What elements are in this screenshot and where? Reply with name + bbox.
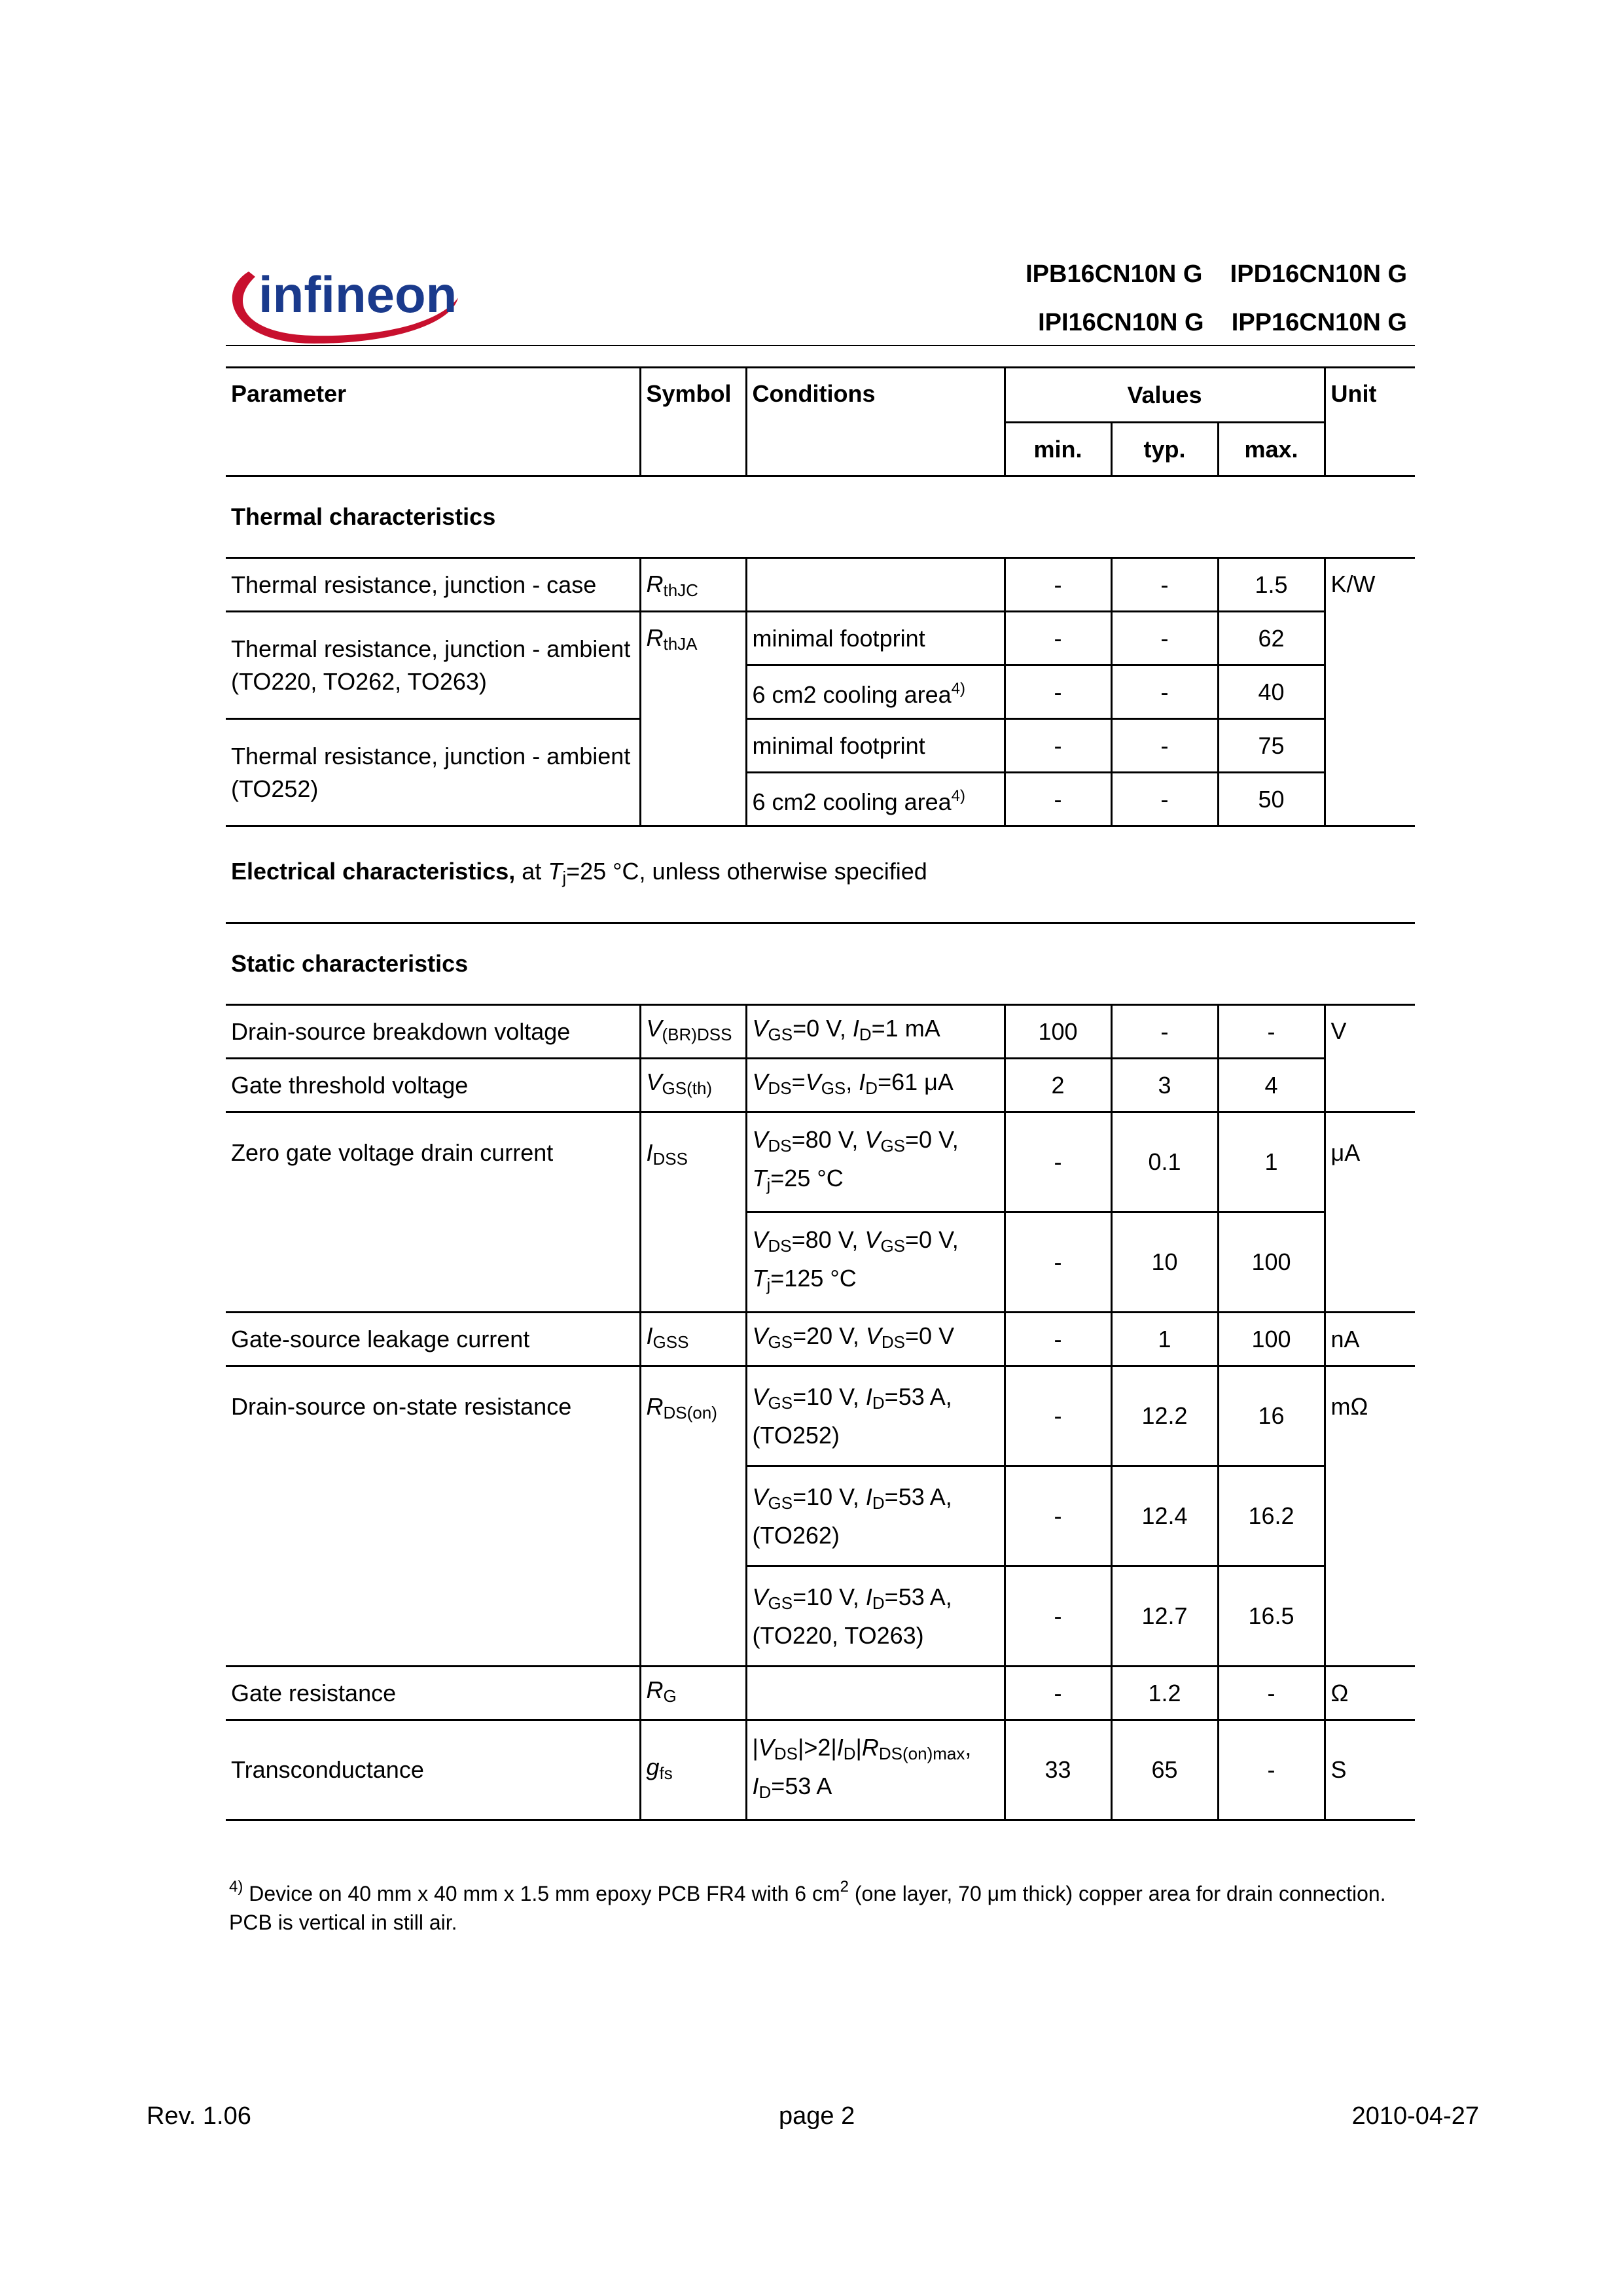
unit-cell: mΩ (1330, 1393, 1368, 1420)
min-cell: 33 (1005, 1720, 1111, 1820)
typ-cell: - (1111, 1005, 1218, 1059)
table-row (226, 1005, 1415, 1059)
header-min: min. (1005, 423, 1111, 476)
unit-cell: nA (1330, 1325, 1360, 1352)
part-numbers-line2 (1038, 309, 1407, 337)
param-cell: Gate resistance (226, 1667, 640, 1720)
param-cell: Drain-source on-state resistance (226, 1366, 640, 1667)
table-row (226, 1112, 1415, 1212)
table-row (226, 1059, 1415, 1112)
max-cell: 16 (1218, 1366, 1325, 1466)
min-cell: - (1005, 1212, 1111, 1313)
symbol-cell: $R_G$ (640, 1667, 746, 1720)
param-cell: Gate threshold voltage (226, 1059, 640, 1112)
section-title: Thermal characteristics (231, 503, 496, 530)
typ-cell: - (1111, 719, 1218, 773)
table-row (226, 1366, 1415, 1466)
part-numbers-line1 (1026, 260, 1407, 289)
footnote: $^{4)}$ Device on 40 mm x 40 mm x 1.5 mm epoxy PCB FR4 with 6 $cm^2$ (one layer, 70 μm thick) copper area for drain connection. PCB is vertical in still air. (229, 1878, 1386, 1934)
header-max: max. (1218, 423, 1325, 476)
section-electrical (226, 826, 1415, 923)
max-cell: 50 (1218, 773, 1325, 826)
min-cell: - (1005, 1566, 1111, 1667)
symbol-cell: $g_{fs}$ (640, 1720, 746, 1820)
cond-cell: $|V_{DS}|>2|I_D|R_{DS(on)max}$, $I_D=53$ A (746, 1720, 1005, 1820)
min-cell: - (1005, 719, 1111, 773)
param-cell: Thermal resistance, junction - case (226, 558, 640, 612)
header-conditions: Conditions (746, 368, 1005, 476)
table-row (226, 612, 1415, 665)
footer-revision: Rev. 1.06 (147, 2102, 251, 2130)
section-title: Electrical characteristics, at $T_j=25$ °C, unless otherwise specified (231, 858, 927, 887)
table-header-row (226, 368, 1415, 423)
header-unit: Unit (1330, 380, 1377, 407)
min-cell: - (1005, 1313, 1111, 1366)
cond-cell (746, 558, 1005, 612)
typ-cell: - (1111, 665, 1218, 719)
max-cell: 75 (1218, 719, 1325, 773)
param-cell: Drain-source breakdown voltage (226, 1005, 640, 1059)
max-cell: 100 (1218, 1212, 1325, 1313)
logo-text: infineon (259, 266, 457, 323)
param-cell: Transconductance (226, 1720, 640, 1820)
table-row (226, 1667, 1415, 1720)
max-cell: 16.5 (1218, 1566, 1325, 1667)
param-cell: Gate-source leakage current (226, 1313, 640, 1366)
min-cell: - (1005, 612, 1111, 665)
part-ipd: IPD16CN10N G (1230, 260, 1407, 288)
typ-cell: 10 (1111, 1212, 1218, 1313)
typ-cell: 3 (1111, 1059, 1218, 1112)
symbol-cell: $R_{thJC}$ (640, 558, 746, 612)
cond-cell: $V_{DS}=80$ V, $V_{GS}=0$ V, $T_j=25$ °C (746, 1112, 1005, 1212)
min-cell: - (1005, 1366, 1111, 1466)
section-thermal (226, 476, 1415, 558)
header-values: Values (1005, 368, 1325, 423)
max-cell: 16.2 (1218, 1466, 1325, 1566)
min-cell: - (1005, 1466, 1111, 1566)
max-cell: 1 (1218, 1112, 1325, 1212)
min-cell: - (1005, 773, 1111, 826)
param-cell: Thermal resistance, junction - ambient (TO252) (226, 719, 640, 826)
section-title: Static characteristics (231, 950, 469, 977)
typ-cell: 12.7 (1111, 1566, 1218, 1667)
cond-cell: $V_{GS}=20$ V, $V_{DS}=0$ V (746, 1313, 1005, 1366)
max-cell: 40 (1218, 665, 1325, 719)
typ-cell: - (1111, 773, 1218, 826)
unit-cell: Ω (1330, 1679, 1349, 1706)
unit-cell: S (1330, 1756, 1347, 1783)
max-cell: 62 (1218, 612, 1325, 665)
table-row (226, 1720, 1415, 1820)
header-parameter: Parameter (226, 368, 640, 476)
footer-date: 2010-04-27 (1351, 2102, 1479, 2130)
min-cell: - (1005, 1112, 1111, 1212)
max-cell: - (1218, 1005, 1325, 1059)
symbol-cell: $I_{GSS}$ (640, 1313, 746, 1366)
max-cell: 4 (1218, 1059, 1325, 1112)
cond-cell: $V_{GS}=0$ V, $I_D=1$ mA (746, 1005, 1005, 1059)
cond-cell: minimal footprint (746, 612, 1005, 665)
typ-cell: 65 (1111, 1720, 1218, 1820)
header-symbol: Symbol (640, 368, 746, 476)
section-static (226, 923, 1415, 1005)
cond-cell: $V_{GS}=10$ V, $I_D=53$ A, (TO220, TO263) (746, 1566, 1005, 1667)
typ-cell: - (1111, 558, 1218, 612)
cond-cell: minimal footprint (746, 719, 1005, 773)
unit-cell: K/W (1330, 571, 1376, 597)
characteristics-table (226, 366, 1415, 1821)
typ-cell: 1.2 (1111, 1667, 1218, 1720)
footer-page: page 2 (779, 2102, 855, 2130)
cond-cell: 6 cm2 cooling area$^{4)}$ (746, 773, 1005, 826)
header-rule (226, 345, 1415, 346)
min-cell: - (1005, 665, 1111, 719)
param-cell: Zero gate voltage drain current (226, 1112, 640, 1313)
header-typ: typ. (1111, 423, 1218, 476)
symbol-cell: $R_{DS(on)}$ (640, 1366, 746, 1667)
symbol-cell: $I_{DSS}$ (640, 1112, 746, 1313)
cond-cell: $V_{GS}=10$ V, $I_D=53$ A, (TO262) (746, 1466, 1005, 1566)
table-row (226, 719, 1415, 773)
max-cell: 100 (1218, 1313, 1325, 1366)
part-ipp: IPP16CN10N G (1231, 309, 1407, 336)
max-cell: - (1218, 1667, 1325, 1720)
cond-cell: $V_{DS}=80$ V, $V_{GS}=0$ V, $T_j=125$ °C (746, 1212, 1005, 1313)
min-cell: - (1005, 1667, 1111, 1720)
typ-cell: 12.4 (1111, 1466, 1218, 1566)
cond-cell: $V_{GS}=10$ V, $I_D=53$ A, (TO252) (746, 1366, 1005, 1466)
unit-cell: V (1330, 1017, 1347, 1044)
typ-cell: 1 (1111, 1313, 1218, 1366)
typ-cell: 12.2 (1111, 1366, 1218, 1466)
symbol-cell: $V_{GS(th)}$ (640, 1059, 746, 1112)
typ-cell: - (1111, 612, 1218, 665)
part-ipb: IPB16CN10N G (1026, 260, 1203, 288)
cond-cell (746, 1667, 1005, 1720)
param-cell: Thermal resistance, junction - ambient (TO220, TO262, TO263) (226, 612, 640, 719)
min-cell: - (1005, 558, 1111, 612)
part-ipi: IPI16CN10N G (1038, 309, 1204, 336)
unit-cell: μA (1330, 1139, 1361, 1166)
cond-cell: 6 cm2 cooling area$^{4)}$ (746, 665, 1005, 719)
max-cell: - (1218, 1720, 1325, 1820)
cond-cell: $V_{DS}=V_{GS}$, $I_D=61$ μA (746, 1059, 1005, 1112)
table-row (226, 558, 1415, 612)
typ-cell: 0.1 (1111, 1112, 1218, 1212)
table-row (226, 1313, 1415, 1366)
max-cell: 1.5 (1218, 558, 1325, 612)
symbol-cell: $R_{thJA}$ (640, 612, 746, 826)
symbol-cell: $V_{(BR)DSS}$ (640, 1005, 746, 1059)
min-cell: 100 (1005, 1005, 1111, 1059)
min-cell: 2 (1005, 1059, 1111, 1112)
infineon-logo (223, 252, 465, 350)
